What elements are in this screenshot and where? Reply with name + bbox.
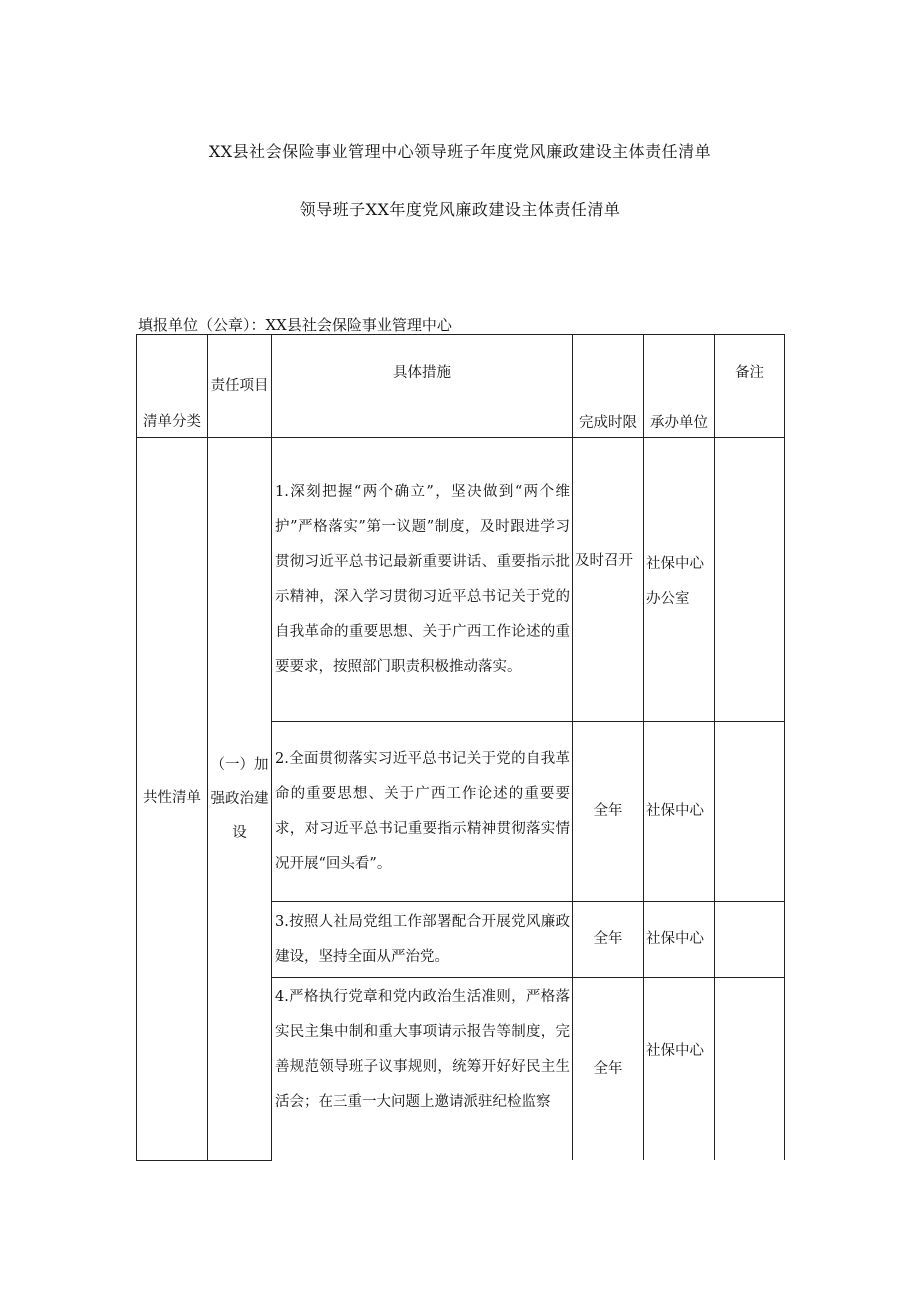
item-cell: （一）加强政治建设 xyxy=(208,438,272,1161)
unit-cell: 社保中心办公室 xyxy=(644,438,715,722)
measure-cell xyxy=(272,978,573,1161)
note-cell xyxy=(715,978,785,1161)
header-measures: 具体措施 xyxy=(272,335,573,438)
unit-cell: 社保中心 xyxy=(644,978,715,1161)
note-cell xyxy=(715,902,785,978)
document-subtitle: 领导班子XX年度党风廉政建设主体责任清单 xyxy=(299,200,621,219)
category-cell: 共性清单 xyxy=(137,438,208,1161)
table-header-row xyxy=(137,335,785,438)
table-row xyxy=(137,438,785,722)
fill-unit-line: 填报单位（公章）：XX县社会保险事业管理中心 xyxy=(138,316,452,334)
measure-cell: 3.按照人社局党组工作部署配合开展党风廉政建设，坚持全面从严治党。 xyxy=(272,902,573,978)
header-item: 责任项目 xyxy=(208,335,272,438)
responsibility-table xyxy=(136,334,785,1161)
unit-cell: 社保中心 xyxy=(644,902,715,978)
deadline-cell: 全年 xyxy=(573,902,644,978)
header-note: 备注 xyxy=(715,335,785,438)
unit-cell: 社保中心 xyxy=(644,722,715,902)
note-cell xyxy=(715,722,785,902)
deadline-cell: 及时召开 xyxy=(573,438,644,722)
deadline-cell: 全年 xyxy=(573,978,644,1161)
measure-cell: 2.全面贯彻落实习近平总书记关于党的自我革命的重要思想、关于广西工作论述的重要要求，对习近平总书记重要指示精神贯彻落实情况开展“回头看”。 xyxy=(272,722,573,902)
measure-cell: 1.深刻把握“两个确立”，坚决做到“两个维护”严格落实”第一议题”制度，及时跟进学习贯彻习近平总书记最新重要讲话、重要指示批示精神，深入学习贯彻习近平总书记关于党的自我革命的重要思想、关于广西工作论述的重要要求，按照部门职责积极推动落实。 xyxy=(272,438,573,722)
measure-text: 4.严格执行党章和党内政治生活准则，严格落实民主集中制和重大事项请示报告等制度，完善规范领导班子议事规则，统筹开好好民主生活会；在三重一大问题上邀请派驻纪检监察 xyxy=(275,989,570,1110)
header-category: 清单分类 xyxy=(137,335,208,438)
note-cell xyxy=(715,438,785,722)
header-deadline: 完成时限 xyxy=(573,335,644,438)
deadline-cell: 全年 xyxy=(573,722,644,902)
document-title: XX县社会保险事业管理中心领导班子年度党风廉政建设主体责任清单 xyxy=(208,142,712,161)
header-unit: 承办单位 xyxy=(644,335,715,438)
